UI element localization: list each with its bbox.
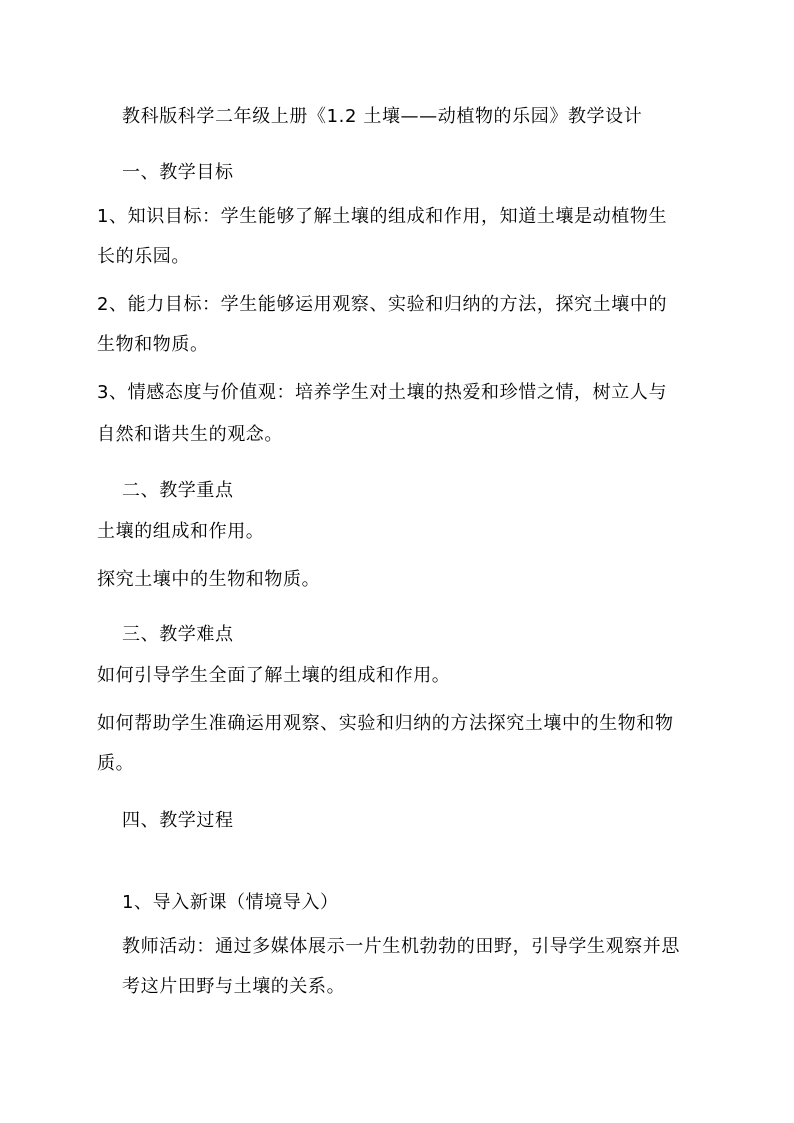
section-heading-key-points: 二、教学重点 xyxy=(122,480,234,501)
process-step-title: 1、导入新课（情境导入） xyxy=(122,892,339,913)
section-heading-difficulties: 三、教学难点 xyxy=(122,624,234,645)
objective-ability-line-1: 2、能力目标：学生能够运用观察、实验和归纳的方法，探究土壤中的 xyxy=(97,294,668,315)
difficulty-item: 如何引导学生全面了解土壤的组成和作用。 xyxy=(97,665,451,686)
objective-attitude-line-2: 自然和谐共生的观念。 xyxy=(97,424,283,445)
process-step-line-1: 教师活动：通过多媒体展示一片生机勃勃的田野，引导学生观察并思 xyxy=(122,936,680,957)
process-step-line-2: 考这片田野与土壤的关系。 xyxy=(122,976,346,997)
objective-attitude-line-1: 3、情感态度与价值观：培养学生对土壤的热爱和珍惜之情，树立人与 xyxy=(97,382,668,403)
difficulty-item-line-1: 如何帮助学生准确运用观察、实验和归纳的方法探究土壤中的生物和物 xyxy=(97,713,674,734)
section-heading-process: 四、教学过程 xyxy=(122,810,234,831)
key-point-item: 探究土壤中的生物和物质。 xyxy=(97,569,321,590)
document-title: 教科版科学二年级上册《1.2 土壤——动植物的乐园》教学设计 xyxy=(122,106,643,127)
key-point-item: 土壤的组成和作用。 xyxy=(97,521,265,542)
section-heading-objectives: 一、教学目标 xyxy=(122,162,234,183)
objective-knowledge-line-2: 长的乐园。 xyxy=(97,246,190,267)
objective-knowledge-line-1: 1、知识目标：学生能够了解土壤的组成和作用，知道土壤是动植物生 xyxy=(97,206,668,227)
difficulty-item-line-2: 质。 xyxy=(97,753,135,774)
objective-ability-line-2: 生物和物质。 xyxy=(97,334,209,355)
